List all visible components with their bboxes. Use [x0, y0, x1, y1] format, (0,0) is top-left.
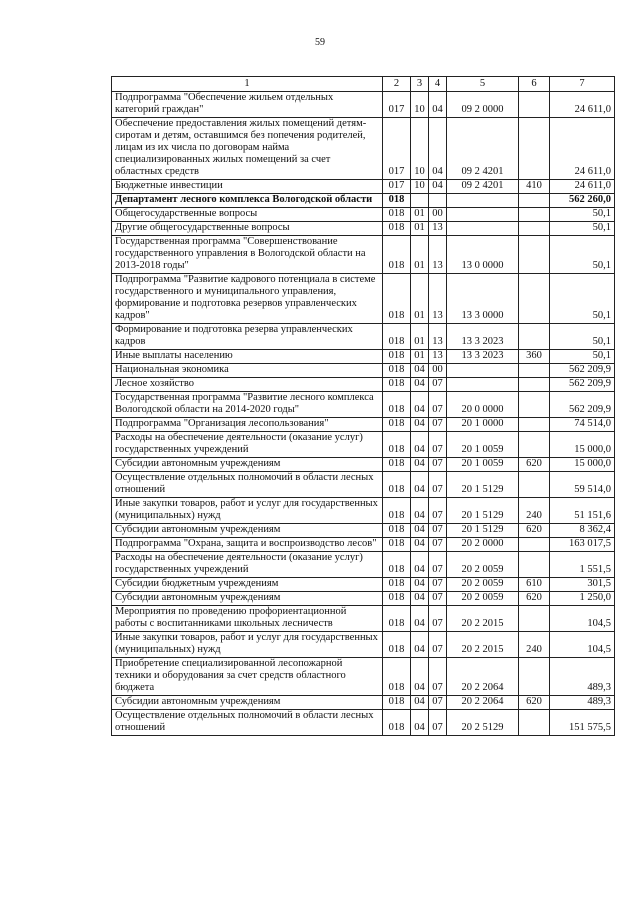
amount: 104,5	[550, 632, 615, 658]
section-code: 04	[411, 392, 429, 418]
expense-type-code	[519, 378, 550, 392]
section-code: 04	[411, 418, 429, 432]
target-article-code	[447, 194, 519, 208]
table-row	[112, 578, 615, 592]
amount: 8 362,4	[550, 524, 615, 538]
row-name: Иные закупки товаров, работ и услуг для государственных (муниципальных) нужд	[112, 632, 383, 658]
amount: 50,1	[550, 208, 615, 222]
table-row	[112, 710, 615, 736]
ved-code: 018	[383, 364, 411, 378]
table-row	[112, 378, 615, 392]
amount: 50,1	[550, 236, 615, 274]
subsection-code: 00	[429, 364, 447, 378]
row-name: Подпрограмма "Организация лесопользования"	[112, 418, 383, 432]
ved-code: 018	[383, 350, 411, 364]
column-header: 2	[383, 77, 411, 92]
target-article-code	[447, 378, 519, 392]
ved-code: 017	[383, 92, 411, 118]
ved-code: 018	[383, 524, 411, 538]
ved-code: 018	[383, 658, 411, 696]
table-row	[112, 472, 615, 498]
amount: 59 514,0	[550, 472, 615, 498]
table-row	[112, 658, 615, 696]
amount: 15 000,0	[550, 458, 615, 472]
amount: 1 250,0	[550, 592, 615, 606]
amount: 163 017,5	[550, 538, 615, 552]
expense-type-code	[519, 222, 550, 236]
row-name: Формирование и подготовка резерва управленческих кадров	[112, 324, 383, 350]
row-name: Национальная экономика	[112, 364, 383, 378]
table-row	[112, 592, 615, 606]
target-article-code: 20 2 0059	[447, 552, 519, 578]
subsection-code	[429, 194, 447, 208]
subsection-code: 13	[429, 324, 447, 350]
row-name: Расходы на обеспечение деятельности (оказание услуг) государственных учреждений	[112, 552, 383, 578]
section-code: 10	[411, 180, 429, 194]
ved-code: 018	[383, 208, 411, 222]
target-article-code: 13 0 0000	[447, 236, 519, 274]
expense-type-code: 360	[519, 350, 550, 364]
section-code: 04	[411, 658, 429, 696]
column-header: 1	[112, 77, 383, 92]
table-row	[112, 538, 615, 552]
table-row	[112, 632, 615, 658]
row-name: Субсидии бюджетным учреждениям	[112, 578, 383, 592]
ved-code: 018	[383, 472, 411, 498]
column-header: 3	[411, 77, 429, 92]
expense-type-code: 620	[519, 592, 550, 606]
subsection-code: 07	[429, 658, 447, 696]
amount: 1 551,5	[550, 552, 615, 578]
expense-type-code	[519, 658, 550, 696]
table-row	[112, 392, 615, 418]
amount: 24 611,0	[550, 92, 615, 118]
amount: 50,1	[550, 222, 615, 236]
amount: 562 260,0	[550, 194, 615, 208]
target-article-code	[447, 208, 519, 222]
table-row	[112, 350, 615, 364]
ved-code: 018	[383, 498, 411, 524]
target-article-code	[447, 364, 519, 378]
amount: 74 514,0	[550, 418, 615, 432]
section-code: 04	[411, 364, 429, 378]
ved-code: 018	[383, 432, 411, 458]
section-code: 01	[411, 222, 429, 236]
section-code: 04	[411, 696, 429, 710]
row-name: Общегосударственные вопросы	[112, 208, 383, 222]
row-name: Обеспечение предоставления жилых помещений детям-сиротам и детям, оставшимся без попечения родителей, лицам из их числа по договорам найма специализированных жилых помещений за счет областных средств	[112, 118, 383, 180]
table-row	[112, 180, 615, 194]
ved-code: 018	[383, 194, 411, 208]
target-article-code: 20 2 5129	[447, 710, 519, 736]
row-name: Бюджетные инвестиции	[112, 180, 383, 194]
target-article-code: 13 3 0000	[447, 274, 519, 324]
amount: 51 151,6	[550, 498, 615, 524]
amount: 562 209,9	[550, 378, 615, 392]
ved-code: 017	[383, 118, 411, 180]
table-row	[112, 498, 615, 524]
expense-type-code	[519, 418, 550, 432]
expense-type-code	[519, 392, 550, 418]
expense-type-code	[519, 194, 550, 208]
target-article-code: 09 2 4201	[447, 180, 519, 194]
row-name: Другие общегосударственные вопросы	[112, 222, 383, 236]
row-name: Подпрограмма "Обеспечение жильем отдельных категорий граждан"	[112, 92, 383, 118]
target-article-code: 20 2 2064	[447, 696, 519, 710]
row-name: Субсидии автономным учреждениям	[112, 696, 383, 710]
row-name: Мероприятия по проведению профориентационной работы с воспитанниками школьных лесничеств	[112, 606, 383, 632]
subsection-code: 04	[429, 180, 447, 194]
table-row	[112, 324, 615, 350]
table-row	[112, 364, 615, 378]
target-article-code: 20 2 0000	[447, 538, 519, 552]
expense-type-code	[519, 92, 550, 118]
target-article-code: 20 2 2015	[447, 632, 519, 658]
section-code: 10	[411, 92, 429, 118]
expense-type-code: 240	[519, 498, 550, 524]
budget-table	[111, 76, 615, 736]
subsection-code: 07	[429, 632, 447, 658]
subsection-code: 07	[429, 472, 447, 498]
amount: 151 575,5	[550, 710, 615, 736]
header-row	[112, 77, 615, 92]
amount: 301,5	[550, 578, 615, 592]
section-code: 01	[411, 274, 429, 324]
row-name: Осуществление отдельных полномочий в области лесных отношений	[112, 710, 383, 736]
section-code: 10	[411, 118, 429, 180]
table-row	[112, 118, 615, 180]
row-name: Государственная программа "Совершенствование государственного управления в Вологодской области на 2013-2018 годы"	[112, 236, 383, 274]
expense-type-code: 410	[519, 180, 550, 194]
row-name: Иные выплаты населению	[112, 350, 383, 364]
column-header: 4	[429, 77, 447, 92]
section-code: 01	[411, 236, 429, 274]
expense-type-code	[519, 364, 550, 378]
expense-type-code	[519, 606, 550, 632]
expense-type-code	[519, 552, 550, 578]
column-header: 7	[550, 77, 615, 92]
row-name: Подпрограмма "Развитие кадрового потенциала в системе государственного и муниципального управления, формирование и подготовка резервов управленческих кадров"	[112, 274, 383, 324]
ved-code: 018	[383, 578, 411, 592]
section-code: 04	[411, 592, 429, 606]
expense-type-code	[519, 324, 550, 350]
amount: 562 209,9	[550, 364, 615, 378]
table-row	[112, 208, 615, 222]
amount: 104,5	[550, 606, 615, 632]
subsection-code: 07	[429, 696, 447, 710]
row-name: Субсидии автономным учреждениям	[112, 458, 383, 472]
amount: 24 611,0	[550, 118, 615, 180]
amount: 489,3	[550, 696, 615, 710]
expense-type-code: 240	[519, 632, 550, 658]
amount: 50,1	[550, 350, 615, 364]
ved-code: 018	[383, 632, 411, 658]
table-row	[112, 458, 615, 472]
expense-type-code: 620	[519, 458, 550, 472]
section-code: 01	[411, 324, 429, 350]
target-article-code: 13 3 2023	[447, 350, 519, 364]
section-code: 04	[411, 378, 429, 392]
target-article-code: 20 2 0059	[447, 578, 519, 592]
row-name: Расходы на обеспечение деятельности (оказание услуг) государственных учреждений	[112, 432, 383, 458]
table-row	[112, 222, 615, 236]
target-article-code: 13 3 2023	[447, 324, 519, 350]
row-name: Субсидии автономным учреждениям	[112, 592, 383, 606]
target-article-code: 20 2 0059	[447, 592, 519, 606]
ved-code: 018	[383, 538, 411, 552]
section-code: 04	[411, 524, 429, 538]
row-name: Осуществление отдельных полномочий в области лесных отношений	[112, 472, 383, 498]
subsection-code: 00	[429, 208, 447, 222]
ved-code: 018	[383, 696, 411, 710]
row-name: Лесное хозяйство	[112, 378, 383, 392]
subsection-code: 07	[429, 592, 447, 606]
subsection-code: 13	[429, 274, 447, 324]
subsection-code: 04	[429, 92, 447, 118]
subsection-code: 07	[429, 710, 447, 736]
ved-code: 018	[383, 710, 411, 736]
target-article-code: 20 1 0059	[447, 458, 519, 472]
target-article-code: 20 1 5129	[447, 498, 519, 524]
ved-code: 018	[383, 236, 411, 274]
subsection-code: 13	[429, 222, 447, 236]
subsection-code: 07	[429, 392, 447, 418]
expense-type-code	[519, 472, 550, 498]
expense-type-code: 620	[519, 524, 550, 538]
amount: 50,1	[550, 324, 615, 350]
row-name: Департамент лесного комплекса Вологодской области	[112, 194, 383, 208]
table-row	[112, 606, 615, 632]
amount: 489,3	[550, 658, 615, 696]
subsection-code: 07	[429, 552, 447, 578]
expense-type-code	[519, 236, 550, 274]
expense-type-code	[519, 274, 550, 324]
table-row	[112, 418, 615, 432]
ved-code: 018	[383, 458, 411, 472]
subsection-code: 07	[429, 432, 447, 458]
target-article-code: 20 1 5129	[447, 472, 519, 498]
table-row	[112, 194, 615, 208]
expense-type-code: 620	[519, 696, 550, 710]
row-name: Субсидии автономным учреждениям	[112, 524, 383, 538]
ved-code: 017	[383, 180, 411, 194]
target-article-code: 20 1 0000	[447, 418, 519, 432]
amount: 50,1	[550, 274, 615, 324]
section-code: 04	[411, 606, 429, 632]
table-row	[112, 524, 615, 538]
amount: 24 611,0	[550, 180, 615, 194]
table-row	[112, 236, 615, 274]
subsection-code: 07	[429, 538, 447, 552]
target-article-code: 20 0 0000	[447, 392, 519, 418]
subsection-code: 07	[429, 458, 447, 472]
row-name: Государственная программа "Развитие лесного комплекса Вологодской области на 2014-2020 годы"	[112, 392, 383, 418]
subsection-code: 07	[429, 498, 447, 524]
section-code: 04	[411, 538, 429, 552]
section-code: 04	[411, 458, 429, 472]
ved-code: 018	[383, 418, 411, 432]
row-name: Иные закупки товаров, работ и услуг для государственных (муниципальных) нужд	[112, 498, 383, 524]
target-article-code: 09 2 4201	[447, 118, 519, 180]
subsection-code: 07	[429, 524, 447, 538]
target-article-code: 20 2 2015	[447, 606, 519, 632]
subsection-code: 13	[429, 350, 447, 364]
section-code: 04	[411, 472, 429, 498]
expense-type-code	[519, 538, 550, 552]
ved-code: 018	[383, 552, 411, 578]
page-number: 59	[315, 37, 325, 48]
table-row	[112, 432, 615, 458]
subsection-code: 07	[429, 578, 447, 592]
subsection-code: 07	[429, 378, 447, 392]
ved-code: 018	[383, 392, 411, 418]
target-article-code	[447, 222, 519, 236]
expense-type-code	[519, 208, 550, 222]
subsection-code: 04	[429, 118, 447, 180]
section-code: 04	[411, 632, 429, 658]
expense-type-code	[519, 710, 550, 736]
table-row	[112, 274, 615, 324]
target-article-code: 20 2 2064	[447, 658, 519, 696]
table-row	[112, 552, 615, 578]
subsection-code: 07	[429, 418, 447, 432]
target-article-code: 20 1 5129	[447, 524, 519, 538]
row-name: Приобретение специализированной лесопожарной техники и оборудования за счет средств областного бюджета	[112, 658, 383, 696]
section-code: 04	[411, 578, 429, 592]
amount: 15 000,0	[550, 432, 615, 458]
row-name: Подпрограмма "Охрана, защита и воспроизводство лесов"	[112, 538, 383, 552]
section-code: 04	[411, 498, 429, 524]
expense-type-code: 610	[519, 578, 550, 592]
subsection-code: 07	[429, 606, 447, 632]
amount: 562 209,9	[550, 392, 615, 418]
column-header: 6	[519, 77, 550, 92]
section-code: 04	[411, 710, 429, 736]
target-article-code: 09 2 0000	[447, 92, 519, 118]
section-code: 01	[411, 350, 429, 364]
section-code: 01	[411, 208, 429, 222]
expense-type-code	[519, 118, 550, 180]
target-article-code: 20 1 0059	[447, 432, 519, 458]
section-code: 04	[411, 432, 429, 458]
ved-code: 018	[383, 606, 411, 632]
ved-code: 018	[383, 222, 411, 236]
ved-code: 018	[383, 274, 411, 324]
section-code: 04	[411, 552, 429, 578]
expense-type-code	[519, 432, 550, 458]
ved-code: 018	[383, 378, 411, 392]
ved-code: 018	[383, 592, 411, 606]
subsection-code: 13	[429, 236, 447, 274]
section-code	[411, 194, 429, 208]
table-row	[112, 696, 615, 710]
ved-code: 018	[383, 324, 411, 350]
table-row	[112, 92, 615, 118]
column-header: 5	[447, 77, 519, 92]
